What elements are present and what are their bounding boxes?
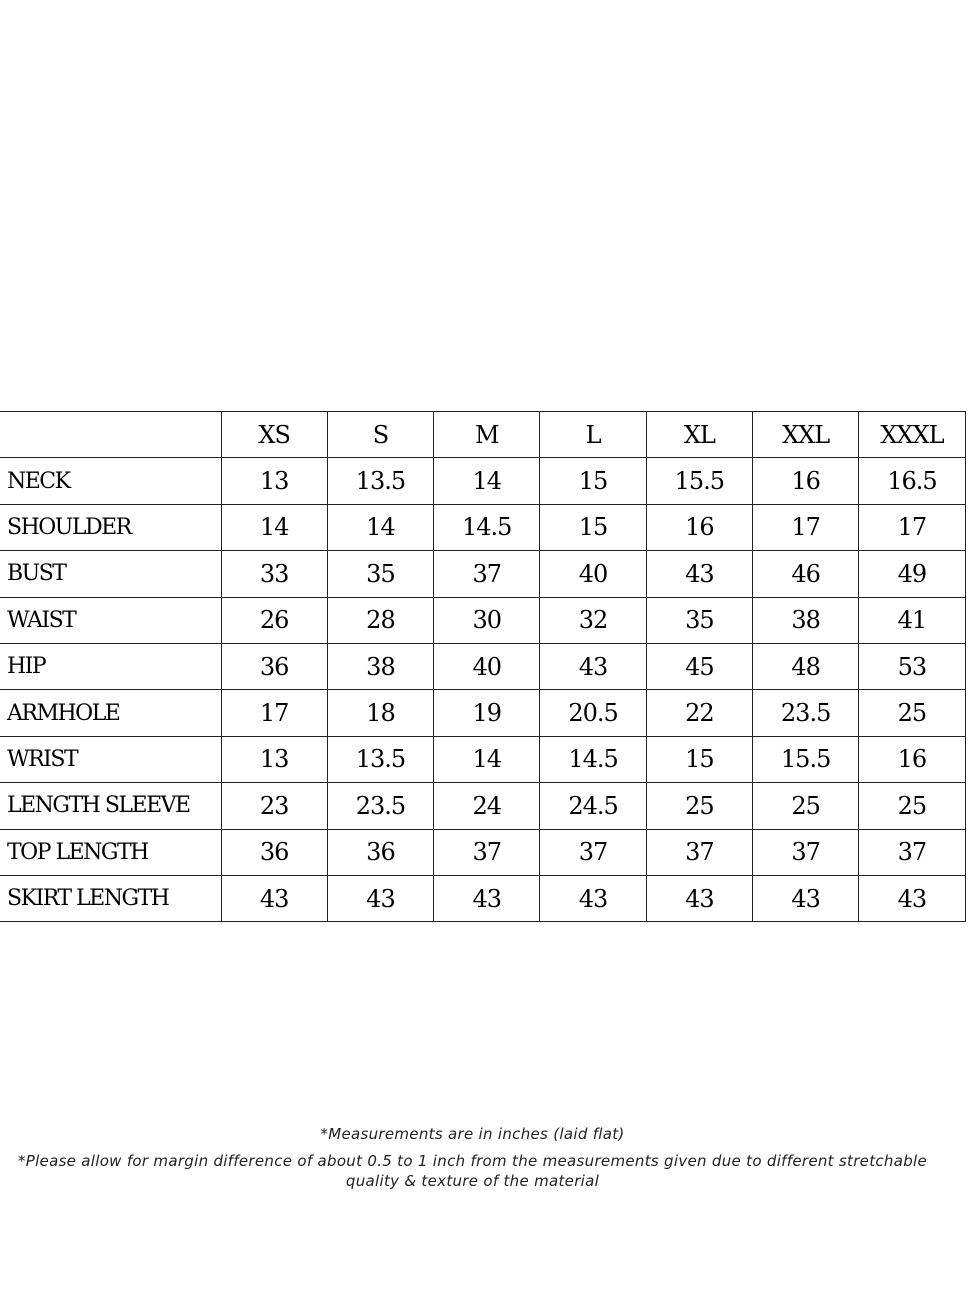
table-corner-cell — [0, 412, 221, 458]
measurement-cell: 13.5 — [327, 736, 433, 782]
measurement-cell: 40 — [540, 551, 646, 597]
measurement-cell: 24 — [434, 783, 540, 829]
measurement-cell: 16 — [752, 458, 858, 504]
measurement-cell: 53 — [859, 643, 965, 689]
row-label: WRIST — [0, 736, 221, 782]
measurement-cell: 15.5 — [752, 736, 858, 782]
table-row — [0, 643, 965, 689]
table-row — [0, 458, 965, 504]
measurement-cell: 13.5 — [327, 458, 433, 504]
table-row — [0, 875, 965, 921]
measurement-cell: 43 — [327, 875, 433, 921]
measurement-cell: 26 — [221, 597, 327, 643]
row-label: LENGTH SLEEVE — [0, 783, 221, 829]
measurement-cell: 43 — [646, 875, 752, 921]
measurement-cell: 15 — [646, 736, 752, 782]
size-header-l: L — [540, 412, 646, 458]
table-row — [0, 783, 965, 829]
measurement-cell: 38 — [752, 597, 858, 643]
measurement-cell: 15 — [540, 504, 646, 550]
measurement-cell: 37 — [859, 829, 965, 875]
measurement-cell: 20.5 — [540, 690, 646, 736]
measurement-cell: 14 — [327, 504, 433, 550]
measurement-cell: 14 — [434, 736, 540, 782]
measurement-cell: 16.5 — [859, 458, 965, 504]
measurement-cell: 28 — [327, 597, 433, 643]
size-header-xs: XS — [221, 412, 327, 458]
measurement-cell: 16 — [646, 504, 752, 550]
measurement-cell: 37 — [434, 829, 540, 875]
measurement-cell: 41 — [859, 597, 965, 643]
measurement-cell: 25 — [859, 690, 965, 736]
measurement-cell: 43 — [221, 875, 327, 921]
measurement-cell: 37 — [752, 829, 858, 875]
measurement-cell: 35 — [327, 551, 433, 597]
measurement-cell: 36 — [221, 829, 327, 875]
size-header-s: S — [327, 412, 433, 458]
table-body — [0, 458, 965, 922]
table-row — [0, 551, 965, 597]
measurement-cell: 14.5 — [434, 504, 540, 550]
measurement-cell: 43 — [752, 875, 858, 921]
measurement-cell: 36 — [327, 829, 433, 875]
measurement-cell: 33 — [221, 551, 327, 597]
measurement-cell: 25 — [646, 783, 752, 829]
measurement-cell: 25 — [752, 783, 858, 829]
measurement-cell: 14 — [221, 504, 327, 550]
table-header-row — [0, 412, 965, 458]
measurement-cell: 40 — [434, 643, 540, 689]
measurement-cell: 43 — [540, 875, 646, 921]
measurement-cell: 15 — [540, 458, 646, 504]
measurement-cell: 14 — [434, 458, 540, 504]
measurement-cell: 49 — [859, 551, 965, 597]
measurement-cell: 48 — [752, 643, 858, 689]
measurement-cell: 43 — [434, 875, 540, 921]
measurement-cell: 43 — [859, 875, 965, 921]
size-chart-table — [0, 411, 966, 922]
measurement-cell: 45 — [646, 643, 752, 689]
measurement-cell: 13 — [221, 736, 327, 782]
measurement-cell: 17 — [221, 690, 327, 736]
row-label: SKIRT LENGTH — [0, 875, 221, 921]
table-row — [0, 504, 965, 550]
measurement-cell: 37 — [540, 829, 646, 875]
measurement-cell: 38 — [327, 643, 433, 689]
measurement-cell: 22 — [646, 690, 752, 736]
table-row — [0, 690, 965, 736]
table-row — [0, 597, 965, 643]
row-label: TOP LENGTH — [0, 829, 221, 875]
measurement-cell: 14.5 — [540, 736, 646, 782]
row-label: BUST — [0, 551, 221, 597]
measurement-cell: 23 — [221, 783, 327, 829]
measurement-cell: 46 — [752, 551, 858, 597]
size-header-xxxl: XXXL — [859, 412, 965, 458]
measurement-cell: 35 — [646, 597, 752, 643]
measurement-cell: 15.5 — [646, 458, 752, 504]
measurement-cell: 30 — [434, 597, 540, 643]
measurement-cell: 17 — [752, 504, 858, 550]
measurement-cell: 17 — [859, 504, 965, 550]
size-header-xxl: XXL — [752, 412, 858, 458]
measurement-cell: 25 — [859, 783, 965, 829]
measurement-cell: 23.5 — [752, 690, 858, 736]
measurement-cell: 18 — [327, 690, 433, 736]
size-header-m: M — [434, 412, 540, 458]
row-label: WAIST — [0, 597, 221, 643]
margin-difference-note: *Please allow for margin difference of about 0.5 to 1 inch from the measurements given due to different stretchable quality & texture of the material — [17, 1152, 928, 1190]
measurement-cell: 32 — [540, 597, 646, 643]
measurement-cell: 24.5 — [540, 783, 646, 829]
table-row — [0, 736, 965, 782]
measurement-cell: 16 — [859, 736, 965, 782]
measurement-cell: 43 — [540, 643, 646, 689]
measurement-cell: 36 — [221, 643, 327, 689]
row-label: HIP — [0, 643, 221, 689]
measurement-cell: 37 — [434, 551, 540, 597]
measurement-cell: 23.5 — [327, 783, 433, 829]
row-label: ARMHOLE — [0, 690, 221, 736]
measurement-cell: 19 — [434, 690, 540, 736]
table-row — [0, 829, 965, 875]
row-label: SHOULDER — [0, 504, 221, 550]
measurement-unit-note: *Measurements are in inches (laid flat) — [320, 1125, 625, 1143]
measurement-cell: 37 — [646, 829, 752, 875]
size-header-xl: XL — [646, 412, 752, 458]
measurement-cell: 13 — [221, 458, 327, 504]
row-label: NECK — [0, 458, 221, 504]
measurement-cell: 43 — [646, 551, 752, 597]
